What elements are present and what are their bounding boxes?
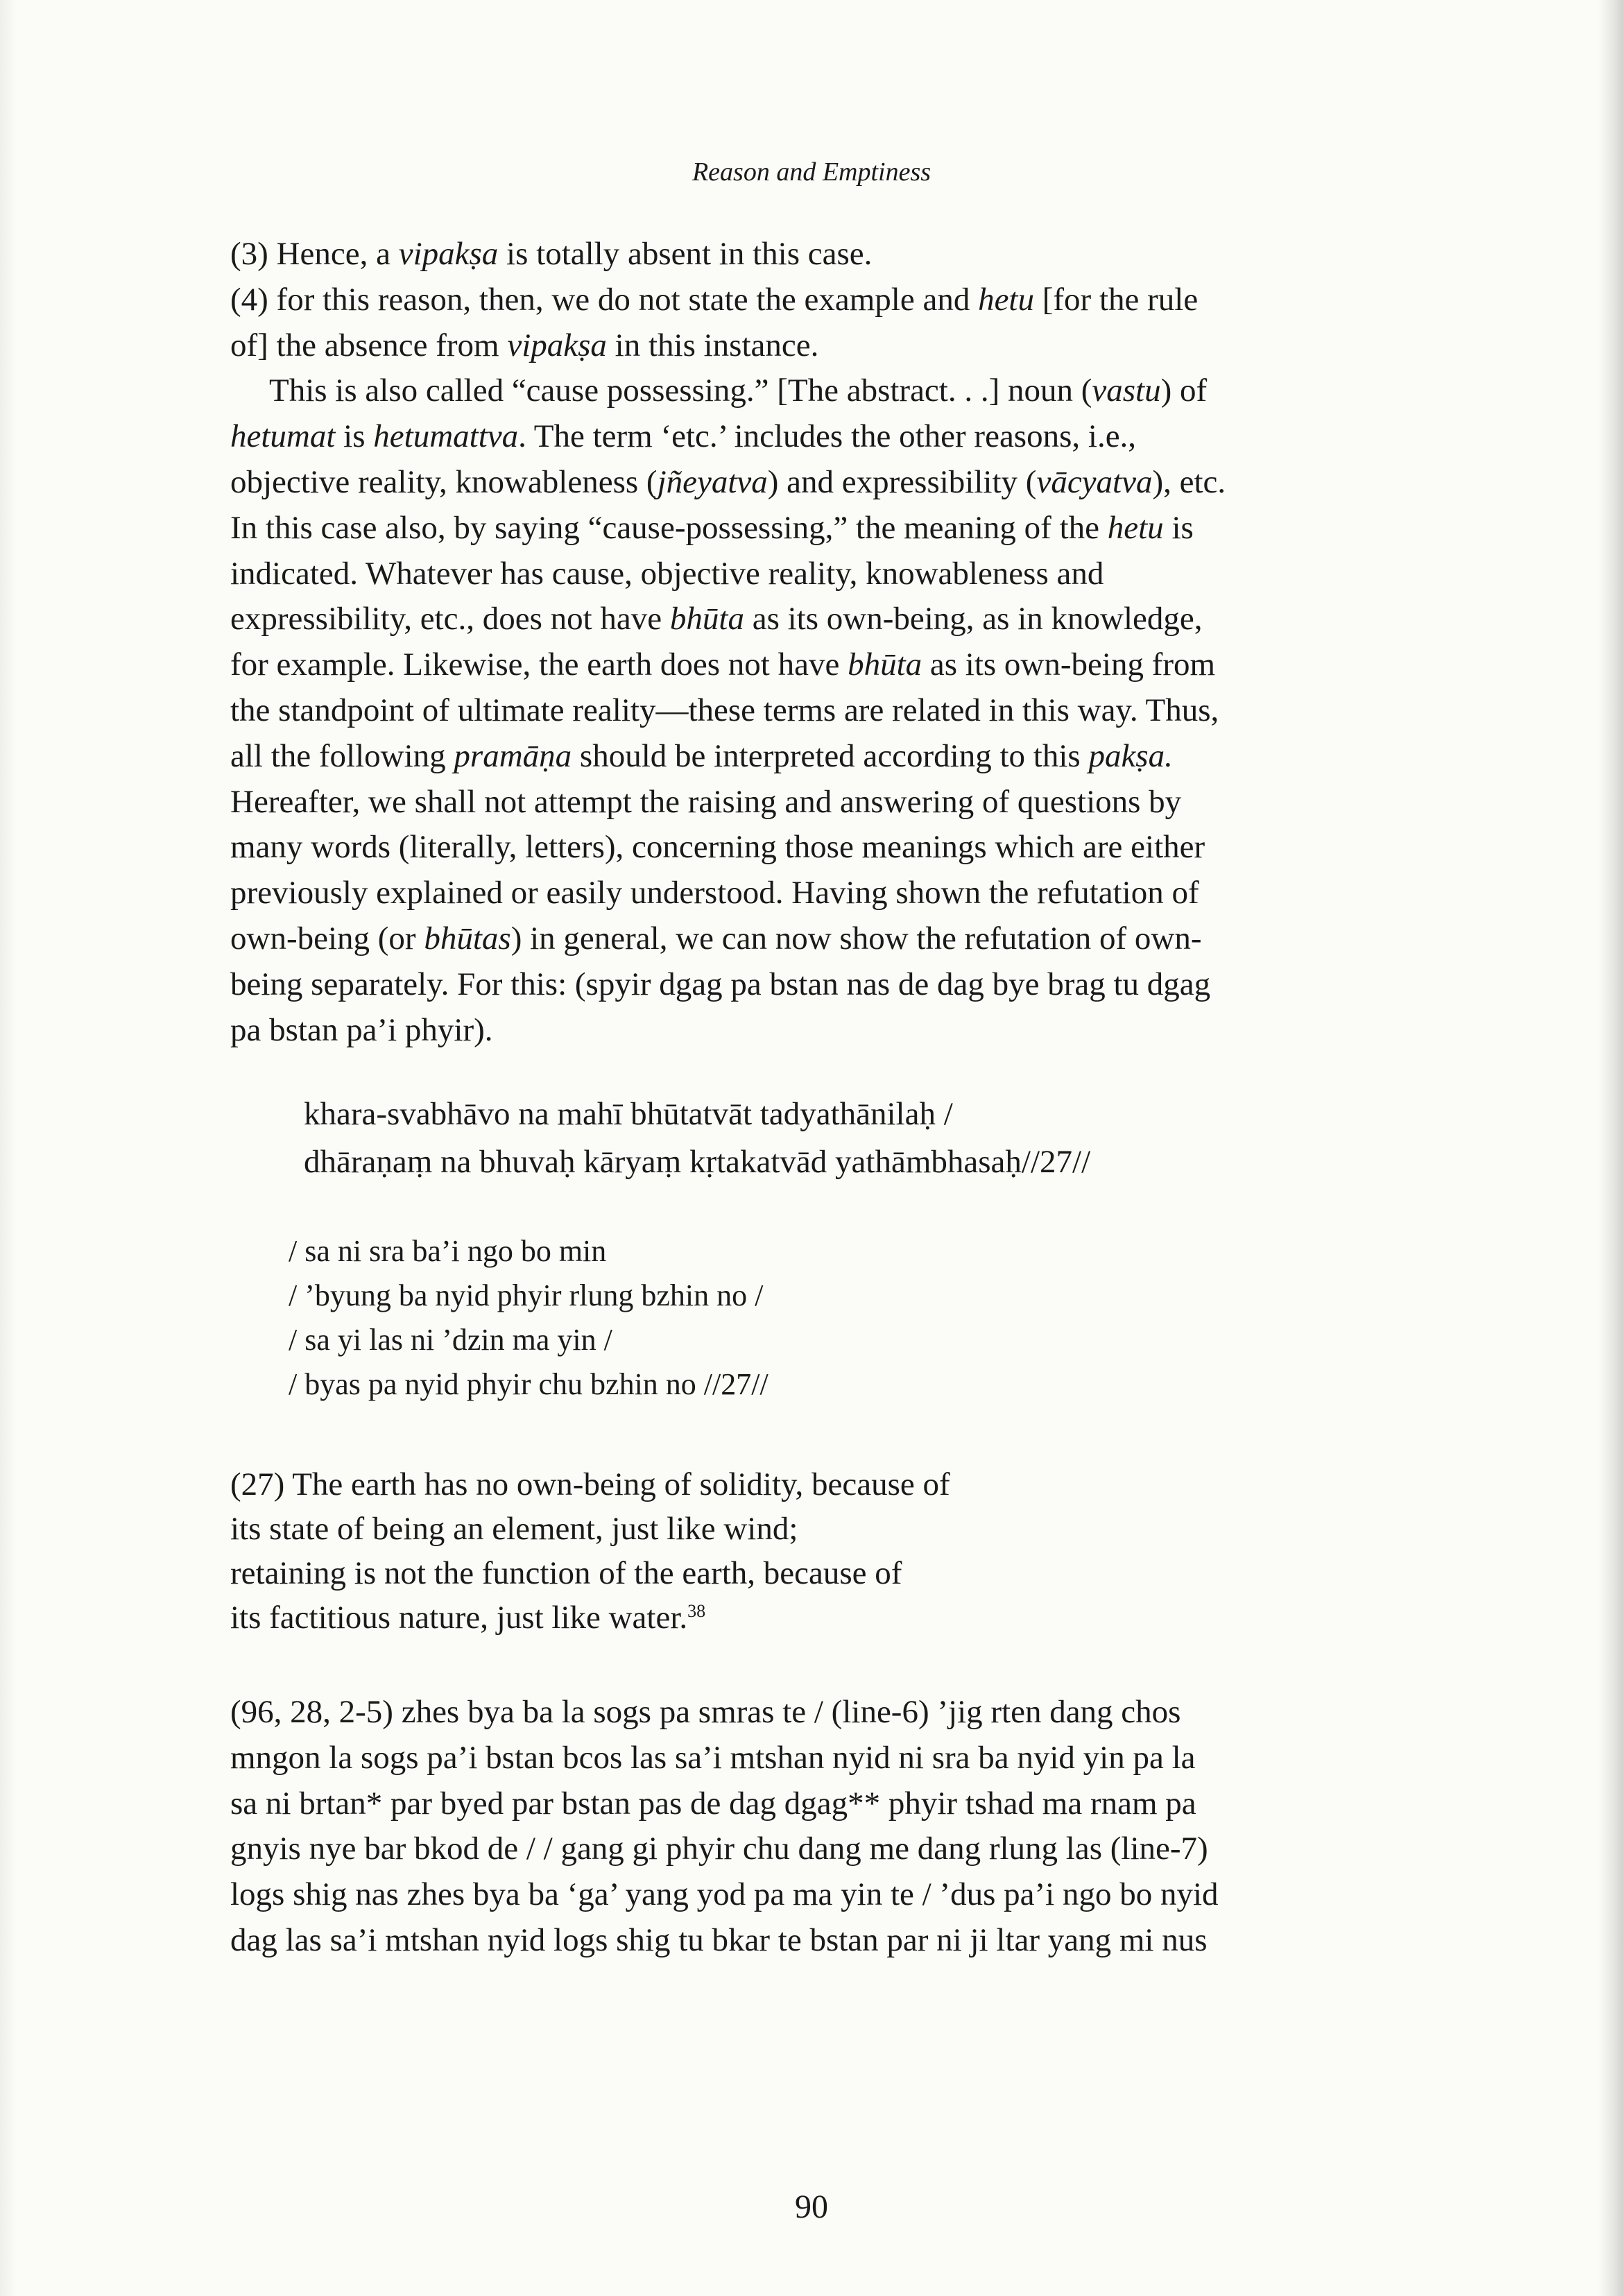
text-line: many words (literally, letters), concerning those meanings which are either <box>230 829 1205 866</box>
text-line: In this case also, by saying “cause-possessing,” the meaning of the hetu is <box>230 509 1194 546</box>
text-line: previously explained or easily understood. Having shown the refutation of <box>230 875 1199 911</box>
text-line: pa bstan pa’i phyir). <box>230 1011 493 1048</box>
text-line: expressibility, etc., does not have bhūta as its own-being, as in knowledge, <box>230 601 1203 637</box>
verse-line: dhāraṇaṃ na bhuvaḥ kāryaṃ kṛtakatvād yathāmbhasaḥ//27// <box>304 1144 1091 1180</box>
verse-translation <box>230 1462 950 1640</box>
commentary-line: mngon la sogs pa’i bstan bcos las sa’i mtshan nyid ni sra ba nyid yin pa la <box>230 1739 1196 1776</box>
commentary-line: gnyis nye bar bkod de / / gang gi phyir chu dang me dang rlung las (line-7) <box>230 1831 1208 1867</box>
text-line: for example. Likewise, the earth does not have bhūta as its own-being from <box>230 646 1216 683</box>
verse-line: / byas pa nyid phyir chu bzhin no //27// <box>289 1367 768 1401</box>
commentary-line: (96, 28, 2-5) zhes bya ba la sogs pa smras te / (line-6) ’jig rten dang chos <box>230 1694 1181 1730</box>
text-line: (4) for this reason, then, we do not state the example and hetu [for the rule <box>230 281 1199 318</box>
footnote-marker: 38 <box>687 1601 706 1621</box>
text-line: the standpoint of ultimate reality—these terms are related in this way. Thus, <box>230 692 1219 728</box>
text-line: indicated. Whatever has cause, objective reality, knowableness and <box>230 555 1104 592</box>
text-line: Hereafter, we shall not attempt the raising and answering of questions by <box>230 783 1182 820</box>
commentary-paragraph <box>230 1690 1465 1964</box>
tibetan-verse <box>289 1229 768 1407</box>
page-right-edge <box>1598 0 1623 2296</box>
translation-line: its state of being an element, just like wind; <box>230 1511 798 1547</box>
commentary-line: dag las sa’i mtshan nyid logs shig tu bkar te bstan par ni ji ltar yang mi nus <box>230 1921 1208 1958</box>
text-line: of] the absence from vipakṣa in this instance. <box>230 327 819 363</box>
translation-line: retaining is not the function of the earth, because of <box>230 1555 902 1591</box>
verse-line: khara-svabhāvo na mahī bhūtatvāt tadyathānilaḥ / <box>304 1096 953 1132</box>
main-paragraph <box>230 232 1465 1053</box>
text-line: This is also called “cause possessing.” [The abstract. . .] noun (vastu) of <box>269 372 1208 409</box>
page-number: 90 <box>795 2188 828 2225</box>
text-line: own-being (or bhūtas) in general, we can now show the refutation of own- <box>230 920 1202 957</box>
verse-line: / ’byung ba nyid phyir rlung bzhin no / <box>289 1278 764 1312</box>
verse-line: / sa ni sra ba’i ngo bo min <box>289 1234 607 1268</box>
text-line: objective reality, knowableness (jñeyatva) and expressibility (vācyatva), etc. <box>230 463 1226 500</box>
commentary-line: logs shig nas zhes bya ba ‘ga’ yang yod pa ma yin te / ’dus pa’i ngo bo nyid <box>230 1876 1219 1913</box>
text-line: being separately. For this: (spyir dgag pa bstan nas de dag bye brag tu dgag <box>230 966 1211 1002</box>
verse-line: / sa yi las ni ’dzin ma yin / <box>289 1323 612 1357</box>
translation-line: (27) The earth has no own-being of solidity, because of <box>230 1466 950 1502</box>
text-line: all the following pramāṇa should be interpreted according to this pakṣa. <box>230 737 1173 774</box>
text-line: (3) Hence, a vipakṣa is totally absent in this case. <box>230 236 873 272</box>
sanskrit-verse <box>304 1090 1090 1186</box>
page-left-edge <box>0 0 17 2296</box>
translation-line: its factitious nature, just like water.$^{38}$ <box>230 1600 706 1636</box>
text-line: hetumat is hetumattva. The term ‘etc.’ includes the other reasons, i.e., <box>230 418 1137 455</box>
running-header: Reason and Emptiness <box>692 157 931 187</box>
commentary-line: sa ni brtan* par byed par bstan pas de dag dgag** phyir tshad ma rnam pa <box>230 1785 1196 1822</box>
